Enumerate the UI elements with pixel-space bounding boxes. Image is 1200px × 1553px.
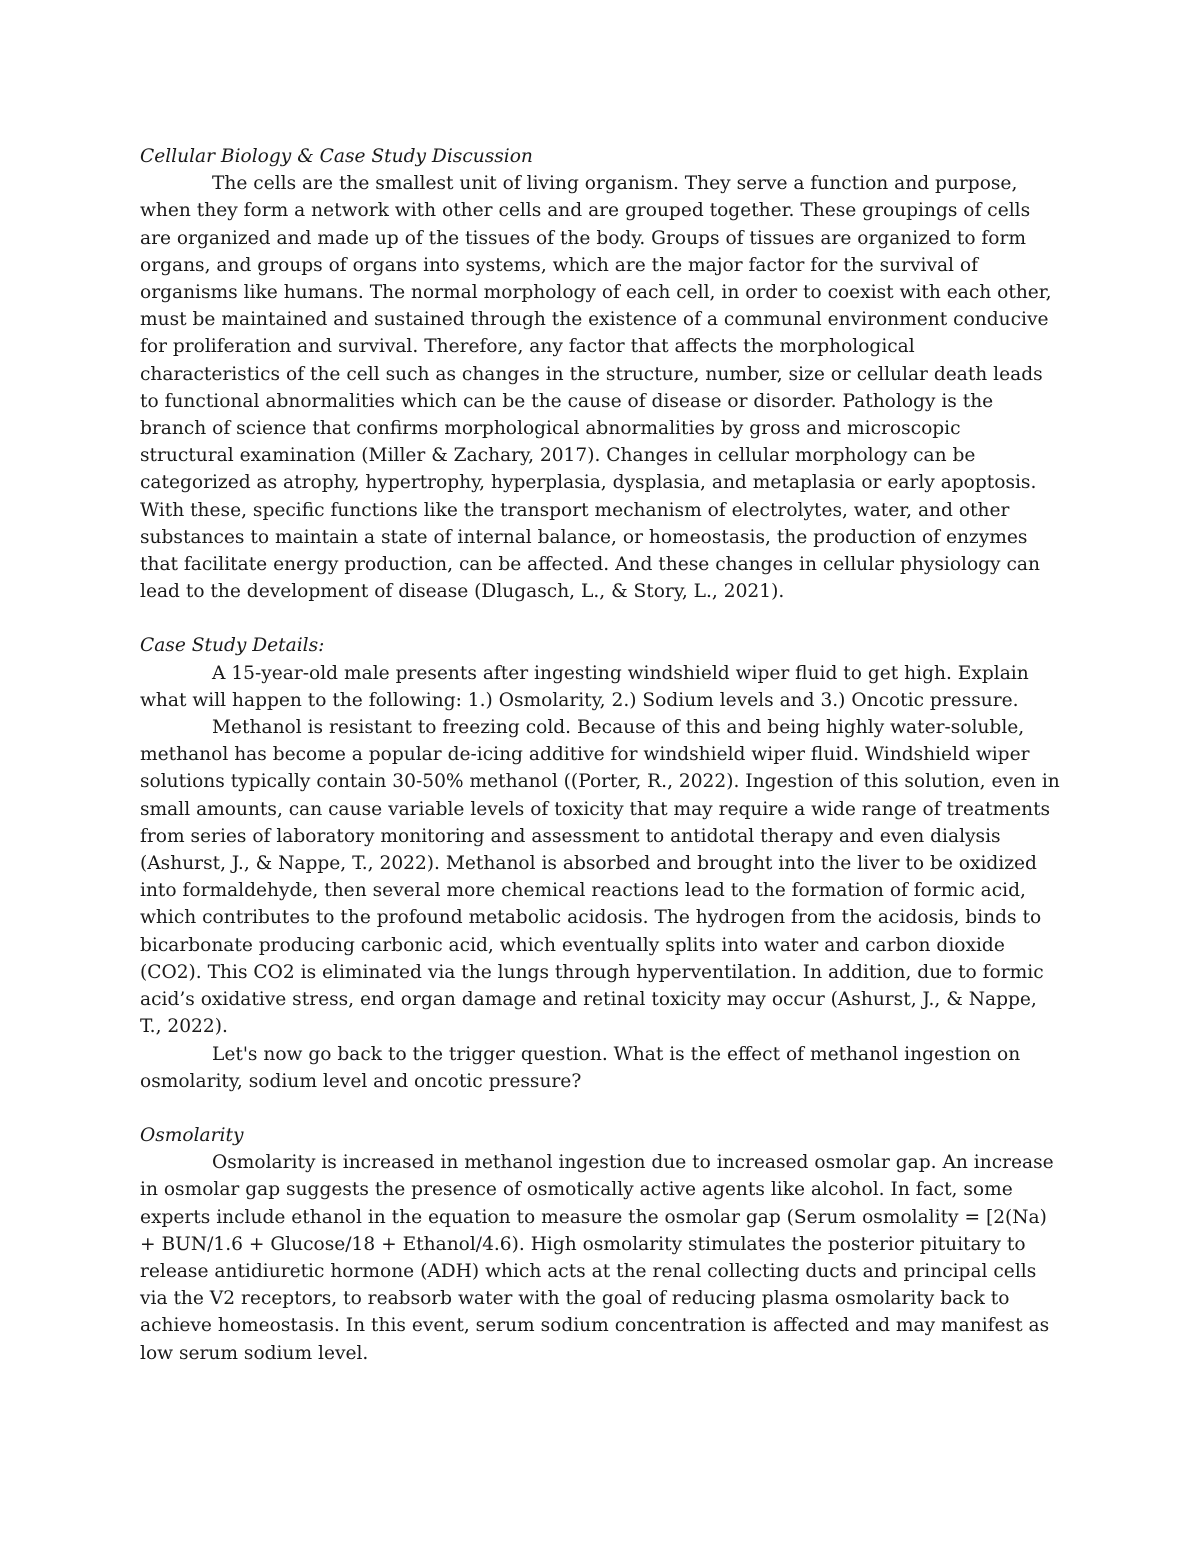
section-spacer	[140, 1095, 1060, 1122]
section-spacer	[140, 605, 1060, 632]
case-study-heading: Case Study Details:	[140, 635, 325, 657]
intro-paragraph: The cells are the smallest unit of living organism. They serve a function and purpose, when they form a network with other cells and are grouped together. These groupings of cells are organized and made up of the tissues of the body. Groups of tissues are organized to form organs, and groups of organs into systems, which are the major factor for the survival of organisms like humans. The normal morphology of each cell, in order to coexist with each other, must be maintained and sustained through the existence of a communal environment conducive for proliferation and survival. Therefore, any factor that affects the morphological characteristics of the cell such as changes in the structure, number, size or cellular death leads to functional abnormalities which can be the cause of disease or disorder. Pathology is the branch of science that confirms morphological abnormalities by gross and microscopic structural examination (Miller & Zachary, 2017). Changes in cellular morphology can be categorized as atrophy, hypertrophy, hyperplasia, dysplasia, and metaplasia or early apoptosis. With these, specific functions like the transport mechanism of electrolytes, water, and other substances to maintain a state of internal balance, or homeostasis, the production of enzymes that facilitate energy production, can be affected. And these changes in cellular physiology can lead to the development of disease (Dlugasch, L., & Story, L., 2021).	[140, 173, 1052, 603]
osmolarity-paragraph: Osmolarity is increased in methanol ingestion due to increased osmolar gap. An increase in osmolar gap suggests the presence of osmotically active agents like alcohol. In fact, some experts include ethanol in the equation to measure the osmolar gap (Serum osmolality = [2(Na) + BUN/1.6 + Glucose/18 + Ethanol/4.6). High osmolarity stimulates the posterior pituitary to release antidiuretic hormone (ADH) which acts at the renal collecting ducts and principal cells via the V2 receptors, to reabsorb water with the goal of reducing plasma osmolarity back to achieve homeostasis. In this event, serum sodium concentration is affected and may manifest as low serum sodium level.	[140, 1152, 1054, 1364]
document-body	[140, 143, 1060, 1367]
case-study-question-paragraph: A 15-year-old male presents after ingesting windshield wiper fluid to get high. Explain what will happen to the following: 1.) Osmolarity, 2.) Sodium levels and 3.) Oncotic pressure.	[140, 662, 1029, 711]
trigger-question-paragraph: Let's now go back to the trigger question. What is the effect of methanol ingestion on osmolarity, sodium level and oncotic pressure?	[140, 1043, 1021, 1092]
osmolarity-heading: Osmolarity	[140, 1124, 244, 1146]
methanol-paragraph: Methanol is resistant to freezing cold. Because of this and being highly water-soluble, methanol has become a popular de-icing additive for windshield wiper fluid. Windshield wiper solutions typically contain 30-50% methanol ((Porter, R., 2022). Ingestion of this solution, even in small amounts, can cause variable levels of toxicity that may require a wide range of treatments from series of laboratory monitoring and assessment to antidotal therapy and even dialysis (Ashurst, J., & Nappe, T., 2022). Methanol is absorbed and brought into the liver to be oxidized into formaldehyde, then several more chemical reactions lead to the formation of formic acid, which contributes to the profound metabolic acidosis. The hydrogen from the acidosis, binds to bicarbonate producing carbonic acid, which eventually splits into water and carbon dioxide (CO2). This CO2 is eliminated via the lungs through hyperventilation. In addition, due to formic acid’s oxidative stress, end organ damage and retinal toxicity may occur (Ashurst, J., & Nappe, T., 2022).	[140, 717, 1060, 1038]
document-title: Cellular Biology & Case Study Discussion	[140, 146, 533, 167]
